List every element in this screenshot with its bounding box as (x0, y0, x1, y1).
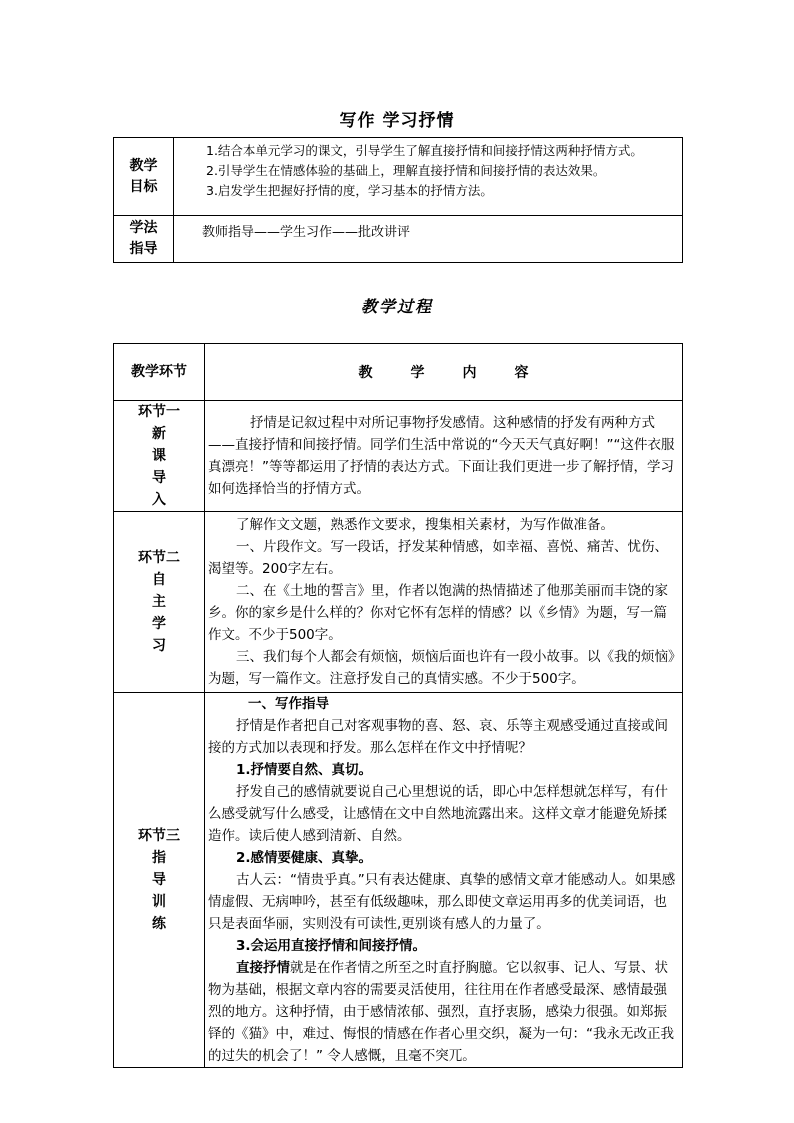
process-table (113, 343, 683, 1068)
section3-content (205, 693, 683, 1068)
section3-heading: 一、写作指导 (248, 696, 329, 712)
section1-row (114, 401, 683, 512)
methods-label-line1: 学法 (129, 220, 158, 236)
section2-item-2: 二、在《土地的誓言》里，作者以饱满的热情描述了他那美丽而丰饶的家乡。你的家乡是什么样的？你对它怀有怎样的情感？以《乡情》为题，写一篇作文。不少于500字。 (208, 583, 668, 643)
section3-label-char: 练 (152, 916, 166, 932)
objective-item-1: 1.结合本单元学习的课文，引导学生了解直接抒情和间接抒情这两种抒情方式。 (206, 143, 643, 158)
section1-label-char: 新 (152, 426, 166, 442)
objective-item-3: 3.启发学生把握好抒情的度，学习基本的抒情方法。 (206, 183, 493, 198)
section1-label-char: 课 (152, 448, 166, 464)
section3-intro: 抒情是作者把自己对客观事物的喜、怒、哀、乐等主观感受通过直接或间接的方式加以表现和抒发。那么怎样在作文中抒情呢？ (208, 718, 668, 756)
objectives-cell (174, 138, 683, 216)
section2-label-char: 自 (152, 572, 166, 588)
section1-label-top: 环节一 (138, 404, 180, 420)
section1-content (205, 401, 683, 512)
section3-label-char: 指 (152, 850, 166, 866)
section2-label (114, 512, 205, 693)
section1-label-char: 入 (152, 492, 166, 508)
section3-point3-paragraph (208, 957, 679, 1067)
section3-point1-title: 1.抒情要自然、真切。 (236, 762, 373, 778)
section2-content (205, 512, 683, 693)
section1-label-char: 导 (152, 470, 166, 486)
section3-label (114, 693, 205, 1068)
objectives-label-line1: 教学 (129, 157, 158, 174)
section3-point2-text: 古人云：“情贵乎真。”只有表达健康、真挚的感情文章才能感动人。如果感情虚假、无病呻吟，甚至有低级趣味，那么即使文章运用再多的优美词语，也只是表面华丽，实则没有可读性,更别谈有感人的力量了。 (208, 872, 676, 932)
header-col1: 教学环节 (114, 344, 205, 401)
section2-item-1: 一、片段作文。写一段话，抒发某种情感，如幸福、喜悦、痛苦、忧伤、渴望等。200字左右。 (208, 539, 668, 577)
section1-text: 抒情是记叙过程中对所记事物抒发感情。这种感情的抒发有两种方式——直接抒情和间接抒情。同学们生活中常说的“今天天气真好啊！”“这件衣服真漂亮！”等等都运用了抒情的表达方式。下面让我们更进一步了解抒情，学习如何选择恰当的抒情方式。 (208, 415, 675, 497)
section3-row (114, 693, 683, 1068)
section3-point3-text: 就是在作者情之所至之时直抒胸臆。它以叙事、记人、写景、状物为基础，根据文章内容的需要灵活使用，往往用在作者感受最深、感情最强烈的地方。这种抒情，由于感情浓郁、强烈，直抒衷肠，感染力很强。如郑振铎的《猫》中，难过、悔恨的情感在作者心里交织，凝为一句：“我永无改正我的过失的机会了！” 令人感慨，且毫不突兀。 (208, 960, 674, 1064)
objectives-row (114, 138, 683, 216)
section2-item-3: 三、我们每个人都会有烦恼，烦恼后面也许有一段小故事。以《我的烦恼》为题，写一篇作文。注意抒发自己的真情实感。不少于500字。 (208, 649, 675, 687)
section3-label-char: 训 (152, 894, 166, 910)
header-col2: 教学内容 (205, 344, 683, 401)
objectives-table (113, 137, 683, 263)
section3-label-char: 导 (152, 872, 166, 888)
section3-label-top: 环节三 (138, 828, 180, 844)
section3-point1-text: 抒发自己的感情就要说自己心里想说的话，即心中怎样想就怎样写，有什么感受就写什么感受，让感情在文中自然地流露出来。这样文章才能避免矫揉造作。读后使人感到清新、自然。 (208, 784, 668, 844)
methods-row (114, 216, 683, 263)
section3-point3-title: 3.会运用直接抒情和间接抒情。 (236, 938, 427, 954)
methods-label-line2: 指导 (129, 241, 158, 257)
section2-intro: 了解作文文题，熟悉作文要求，搜集相关素材，为写作做准备。 (236, 517, 614, 533)
section3-point3-lead: 直接抒情 (236, 960, 290, 976)
lesson-title: 写作 学习抒情 (339, 111, 455, 131)
methods-label (114, 216, 174, 263)
section1-label (114, 401, 205, 512)
section3-point2-title: 2.感情要健康、真挚。 (236, 850, 373, 866)
section2-label-char: 主 (152, 594, 166, 610)
process-header-row (114, 344, 683, 401)
objectives-label (114, 138, 174, 216)
section2-label-char: 习 (152, 638, 166, 654)
section2-label-top: 环节二 (138, 550, 180, 566)
process-title: 教学过程 (360, 297, 433, 316)
objective-item-2: 2.引导学生在情感体验的基础上，理解直接抒情和间接抒情的表达效果。 (206, 163, 606, 178)
section2-label-char: 学 (152, 616, 166, 632)
methods-text: 教师指导——学生习作——批改讲评 (174, 216, 683, 263)
objectives-label-line2: 目标 (129, 178, 158, 195)
section2-row (114, 512, 683, 693)
